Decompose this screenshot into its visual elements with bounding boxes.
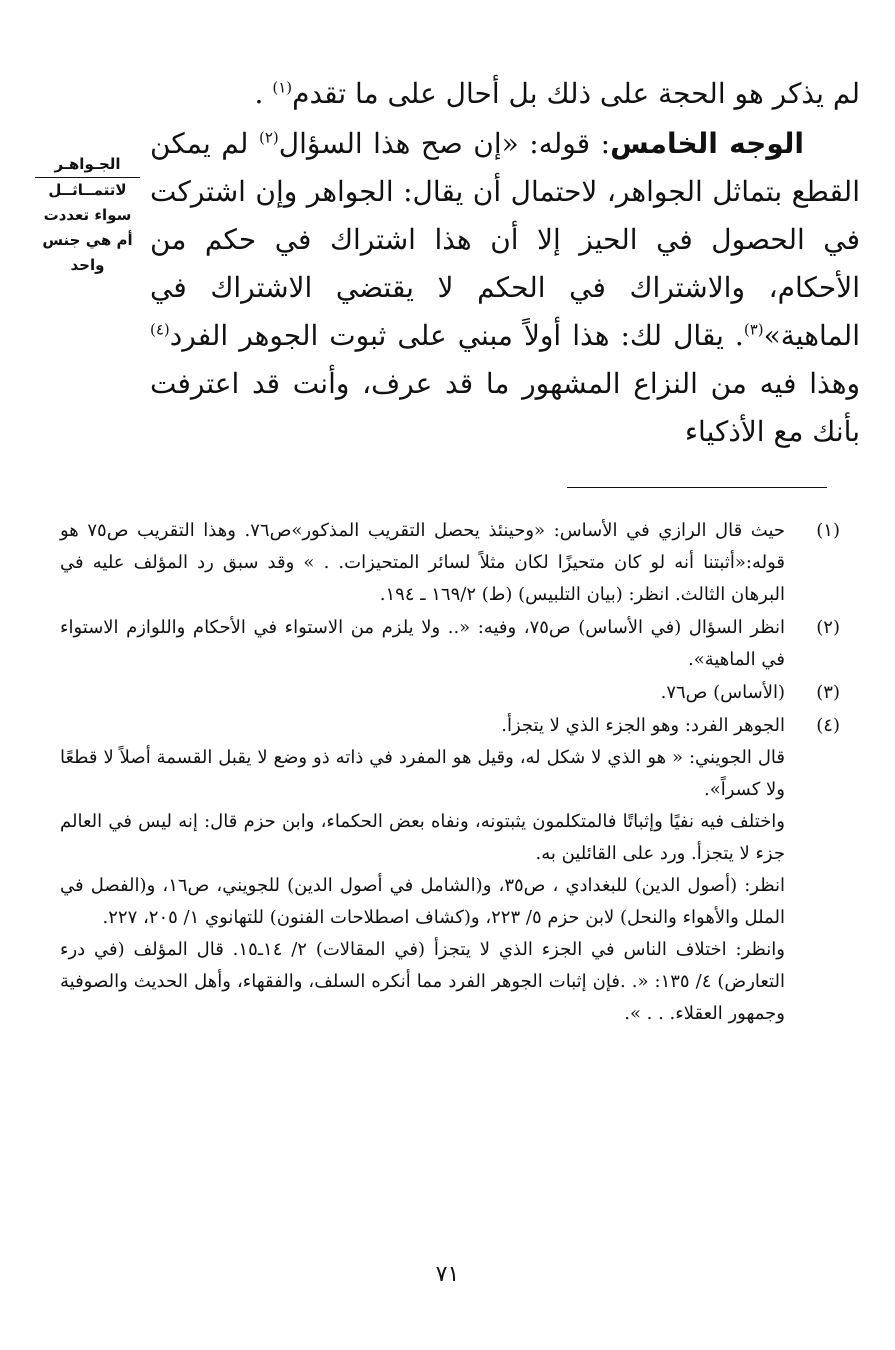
footnote-1 — [60, 515, 840, 611]
footnote-paragraph: وانظر: اختلاف الناس في الجزء الذي لا يتجزأ (في المقالات) ٢/ ١٤ـ١٥. قال المؤلف (في درء التعارض) ٤/ ١٣٥: «. .فإن إثبات الجوهر الفرد مما أنكره السلف، والفقهاء، وأهل الحديث والصوفية وجمهور العقلاء. . . ». — [60, 939, 785, 1024]
footnote-paragraph: قال الجويني: « هو الذي لا شكل له، وقيل هو المفرد في ذاته ذو وضع لا يقبل القسمة أصلاً لا قطعًا ولا كسراً». — [60, 747, 785, 800]
footnote-body — [60, 677, 785, 709]
margin-note-line: واحد — [70, 256, 105, 274]
page-number: ٧١ — [435, 1262, 460, 1287]
footnote-separator — [567, 487, 827, 488]
footnote-number: (٢) — [816, 617, 840, 638]
paragraph-2-text-a: : قوله: «إن صح هذا السؤال — [278, 127, 611, 160]
footnote-number: (٣) — [816, 682, 840, 703]
footnote-number: (٤) — [816, 715, 840, 736]
margin-note-line: الجـواهـر — [35, 152, 140, 178]
margin-note-line: لاتتمــاثــل — [48, 181, 127, 199]
footnote-paragraph: انظر السؤال (في الأساس) ص٧٥، وفيه: «.. ولا يلزم من الاستواء في الأحكام واللوازم الاستواء في الماهية». — [60, 617, 785, 670]
footnote-paragraph: حيث قال الرازي في الأساس: «وحينئذ يحصل التقريب المذكور»ص٧٦. وهذا التقريب ص٧٥ هو قوله:«أثبتنا أنه لو كان متحيزًا لكان مثلاً لسائر المتحيزات. . » وقد سبق رد المؤلف عليه في البرهان الثالث. انظر: (بيان التلبيس) (ط) ١٦٩/٢ ـ ١٩٤. — [60, 520, 786, 605]
footnote-paragraph: (الأساس) ص٧٦. — [660, 682, 785, 703]
main-text — [150, 70, 860, 456]
paragraph-1-end: . — [254, 77, 273, 110]
footnote-ref: (١) — [272, 78, 293, 97]
footnote-3 — [60, 677, 840, 709]
footnote-body — [60, 710, 785, 1030]
footnote-number: (١) — [816, 520, 840, 541]
paragraph-2-text-c: . يقال لك: هذا أولاً مبني على ثبوت الجوهر الفرد — [169, 319, 744, 352]
margin-note — [35, 152, 140, 278]
paragraph-1-text: لم يذكر هو الحجة على ذلك بل أحال على ما تقدم — [292, 77, 860, 110]
paragraph-2-text-b: لم يمكن القطع بتماثل الجواهر، لاحتمال أن يقال: الجواهر وإن اشتركت في الحصول في الحيز إلا أن هذا اشتراك في حكم من الأحكام، والاشتراك في الحكم لا يقتضي الاشتراك في الماهية» — [150, 127, 860, 352]
section-heading: الوجه الخامس — [610, 127, 805, 160]
footnote-ref: (٢) — [258, 128, 279, 147]
margin-note-line: سواء تعددت — [43, 206, 132, 224]
footnote-body — [60, 515, 785, 611]
footnote-2 — [60, 612, 840, 676]
footnote-4 — [60, 710, 840, 1030]
footnotes — [60, 515, 840, 1031]
footnote-paragraph: انظر: (أصول الدين) للبغدادي ، ص٣٥، و(الشامل في أصول الدين) للجويني، ص١٦، و(الفصل في الملل والأهواء والنحل) لابن حزم ٥/ ٢٢٣، و(كشاف اصطلاحات الفنون) للتهانوي ١/ ٢٠٥، ٢٢٧. — [60, 875, 785, 928]
footnote-body — [60, 612, 785, 676]
paragraph-2-text-d: وهذا فيه من النزاع المشهور ما قد عرف، وأنت قد اعترفت بأنك مع الأذكياء — [150, 367, 860, 448]
footnote-ref: (٣) — [743, 320, 764, 339]
paragraph-2 — [150, 120, 860, 456]
paragraph-1 — [150, 70, 860, 118]
margin-note-line: أم هي جنس — [42, 231, 133, 249]
footnote-paragraph: الجوهر الفرد: وهو الجزء الذي لا يتجزأ. — [501, 715, 785, 736]
footnote-paragraph: واختلف فيه نفيًا وإثباتًا فالمتكلمون يثبتونه، ونفاه بعض الحكماء، وابن حزم قال: إنه ليس في العالم جزء لا يتجزأ. ورد على القائلين به. — [60, 811, 785, 864]
footnote-ref: (٤) — [150, 320, 170, 339]
